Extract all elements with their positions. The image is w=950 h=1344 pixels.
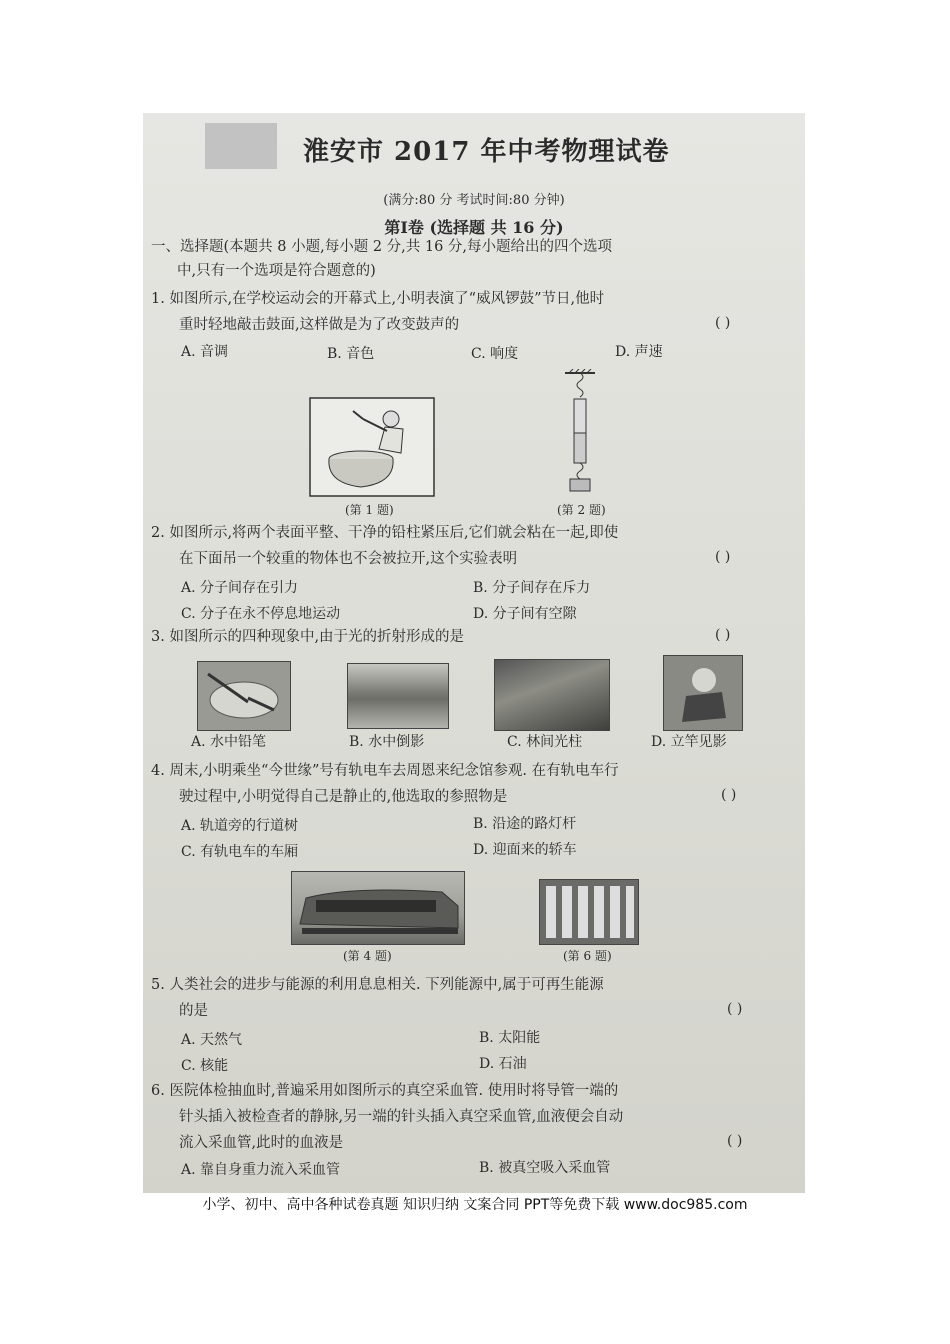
q4-option-b: B. 沿途的路灯杆 [473, 816, 577, 832]
q2-option-a: A. 分子间存在引力 [181, 580, 299, 596]
q4-option-d: D. 迎面来的轿车 [473, 842, 577, 858]
instruction-line1: 一、选择题(本题共 8 小题,每小题 2 分,共 16 分,每小题给出的四个选项 [151, 239, 613, 255]
reflection-photo [347, 663, 449, 729]
q2-option-b: B. 分子间存在斥力 [473, 580, 591, 596]
q6-line1: 6. 医院体检抽血时,普遍采用如图所示的真空采血管. 使用时将导管一端的 [151, 1083, 619, 1099]
q4-option-c: C. 有轨电车的车厢 [181, 844, 299, 860]
q3-line1: 3. 如图所示的四种现象中,由于光的折射形成的是 [151, 629, 465, 645]
q1-option-c: C. 响度 [471, 346, 519, 362]
q2-answer-paren: ( ) [715, 549, 731, 565]
q4-answer-paren: ( ) [721, 787, 737, 803]
q3-answer-paren: ( ) [715, 627, 731, 643]
q1-line1: 1. 如图所示,在学校运动会的开幕式上,小明表演了“威风锣鼓”节日,他时 [151, 291, 605, 307]
q5-answer-paren: ( ) [727, 1001, 743, 1017]
q3-option-a: A. 水中铅笔 [191, 734, 267, 750]
q6-line3: 流入采血管,此时的血液是 [179, 1135, 344, 1151]
q2-line1: 2. 如图所示,将两个表面平整、干净的铅柱紧压后,它们就会粘在一起,即使 [151, 525, 619, 541]
pencil-in-water-photo [197, 661, 291, 731]
q3-option-b: B. 水中倒影 [349, 734, 425, 750]
forest-light-photo [494, 659, 610, 731]
exam-subtitle: (满分:80 分 考试时间:80 分钟) [383, 193, 565, 208]
q4-line1: 4. 周末,小明乘坐“今世缘”号有轨电车去周恩来纪念馆参观. 在有轨电车行 [151, 763, 619, 779]
q5-option-c: C. 核能 [181, 1058, 229, 1074]
shadow-puppet-photo [663, 655, 743, 731]
tram-photo [291, 871, 465, 945]
fig1-caption: (第 1 题) [345, 503, 394, 517]
q1-answer-paren: ( ) [715, 315, 731, 331]
q2-line2: 在下面吊一个较重的物体也不会被拉开,这个实验表明 [179, 551, 518, 567]
q6-line2: 针头插入被检查者的静脉,另一端的针头插入真空采血管,血液便会自动 [179, 1109, 624, 1125]
q5-line2: 的是 [179, 1003, 208, 1019]
q3-option-c: C. 林间光柱 [507, 734, 583, 750]
fig4-caption: (第 4 题) [343, 949, 392, 963]
q1-line2: 重时轻地敲击鼓面,这样做是为了改变鼓声的 [179, 317, 460, 333]
q4-line2: 驶过程中,小明觉得自己是静止的,他选取的参照物是 [179, 789, 508, 805]
q5-option-b: B. 太阳能 [479, 1030, 541, 1046]
q5-option-a: A. 天然气 [181, 1032, 243, 1048]
q2-option-c: C. 分子在永不停息地运动 [181, 606, 341, 622]
instruction-line2: 中,只有一个选项是符合题意的) [177, 263, 376, 279]
q6-answer-paren: ( ) [727, 1133, 743, 1149]
q1-option-d: D. 声速 [615, 344, 663, 360]
fig6-caption: (第 6 题) [563, 949, 612, 963]
q6-option-b: B. 被真空吸入采血管 [479, 1160, 611, 1176]
q5-line1: 5. 人类社会的进步与能源的利用息息相关. 下列能源中,属于可再生能源 [151, 977, 604, 993]
q6-option-a: A. 靠自身重力流入采血管 [181, 1162, 341, 1178]
page-footer: 小学、初中、高中各种试卷真题 知识归纳 文案合同 PPT等免费下载 www.doc985.com [202, 1197, 748, 1213]
lead-cylinder-illustration [561, 369, 601, 495]
section-heading: 第Ⅰ卷 (选择题 共 16 分) [384, 218, 564, 237]
q1-option-a: A. 音调 [181, 344, 229, 360]
redacted-block [205, 123, 277, 169]
q4-option-a: A. 轨道旁的行道树 [181, 818, 299, 834]
q5-option-d: D. 石油 [479, 1056, 527, 1072]
vacuum-blood-tube-photo [539, 879, 639, 945]
drum-illustration [309, 397, 435, 497]
q2-option-d: D. 分子间有空隙 [473, 606, 577, 622]
q3-option-d: D. 立竿见影 [651, 734, 727, 750]
fig2-caption: (第 2 题) [557, 503, 606, 517]
exam-title: 淮安市 2017 年中考物理试卷 [303, 137, 670, 167]
q1-option-b: B. 音色 [327, 346, 375, 362]
exam-paper [143, 113, 805, 1193]
